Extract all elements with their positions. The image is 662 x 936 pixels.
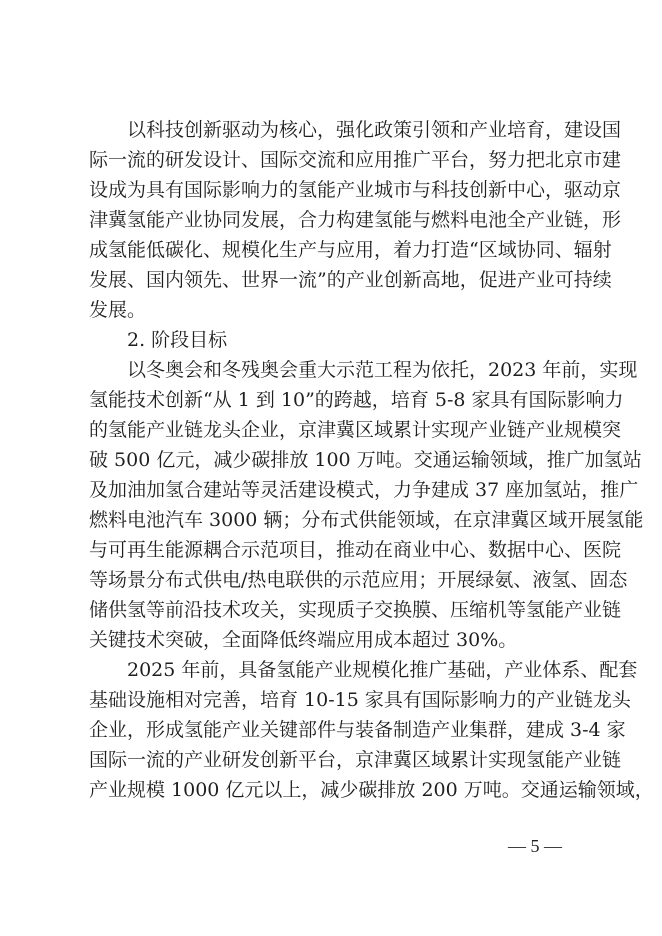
text-line: 等场景分布式供电/热电联供的示范应用；开展绿氨、液氢、固态 (89, 569, 628, 591)
page-number: — 5 — (508, 836, 562, 856)
text-line: 破 500 亿元，减少碳排放 100 万吨。交通运输领域，推广加氢站 (89, 449, 642, 471)
text-line: 国际一流的产业研发创新平台，京津冀区域累计实现氢能产业链 (89, 749, 622, 771)
text-line: 氢能技术创新“从 1 到 10”的跨越，培育 5-8 家具有国际影响力 (89, 389, 624, 411)
text-line: 发展、国内领先、世界一流”的产业创新高地，促进产业可持续 (89, 269, 612, 291)
text-line: 际一流的研发设计、国际交流和应用推广平台，努力把北京市建 (89, 149, 622, 171)
text-line: 产业规模 1000 亿元以上，减少碳排放 200 万吨。交通运输领域， (89, 779, 654, 801)
text-line: 企业，形成氢能产业关键部件与装备制造产业集群，建成 3-4 家 (89, 719, 626, 741)
text-line: 燃料电池汽车 3000 辆；分布式供能领域，在京津冀区域开展氢能 (89, 509, 644, 531)
text-line: 及加油加氢合建站等灵活建设模式，力争建成 37 座加氢站，推广 (89, 479, 639, 501)
text-line: 与可再生能源耦合示范项目，推动在商业中心、数据中心、医院 (89, 539, 622, 561)
text-line: 关键技术突破，全面降低终端应用成本超过 30%。 (89, 629, 518, 651)
paragraph-vision (89, 115, 622, 325)
document-body (89, 115, 654, 805)
text-line: 基础设施相对完善，培育 10-15 家具有国际影响力的产业链龙头 (89, 689, 631, 711)
paragraph-2023-goals (89, 355, 644, 655)
text-line: 设成为具有国际影响力的氢能产业城市与科技创新中心，驱动京 (89, 179, 622, 201)
text-line: 成氢能低碳化、规模化生产与应用，着力打造“区域协同、辐射 (89, 239, 612, 261)
text-line: 储供氢等前沿技术攻关，实现质子交换膜、压缩机等氢能产业链 (89, 599, 622, 621)
text-line: 津冀氢能产业协同发展，合力构建氢能与燃料电池全产业链，形 (89, 209, 622, 231)
text-line: 以科技创新驱动为核心，强化政策引领和产业培育，建设国 (127, 119, 622, 141)
paragraph-2025-goals (89, 655, 654, 805)
text-line: 的氢能产业链龙头企业，京津冀区域累计实现产业链产业规模突 (89, 419, 622, 441)
text-line: 以冬奥会和冬残奥会重大示范工程为依托，2023 年前，实现 (127, 359, 638, 381)
text-line: 发展。 (89, 299, 147, 321)
section-heading: 2. 阶段目标 (127, 329, 228, 351)
text-line: 2025 年前，具备氢能产业规模化推广基础，产业体系、配套 (127, 659, 638, 681)
